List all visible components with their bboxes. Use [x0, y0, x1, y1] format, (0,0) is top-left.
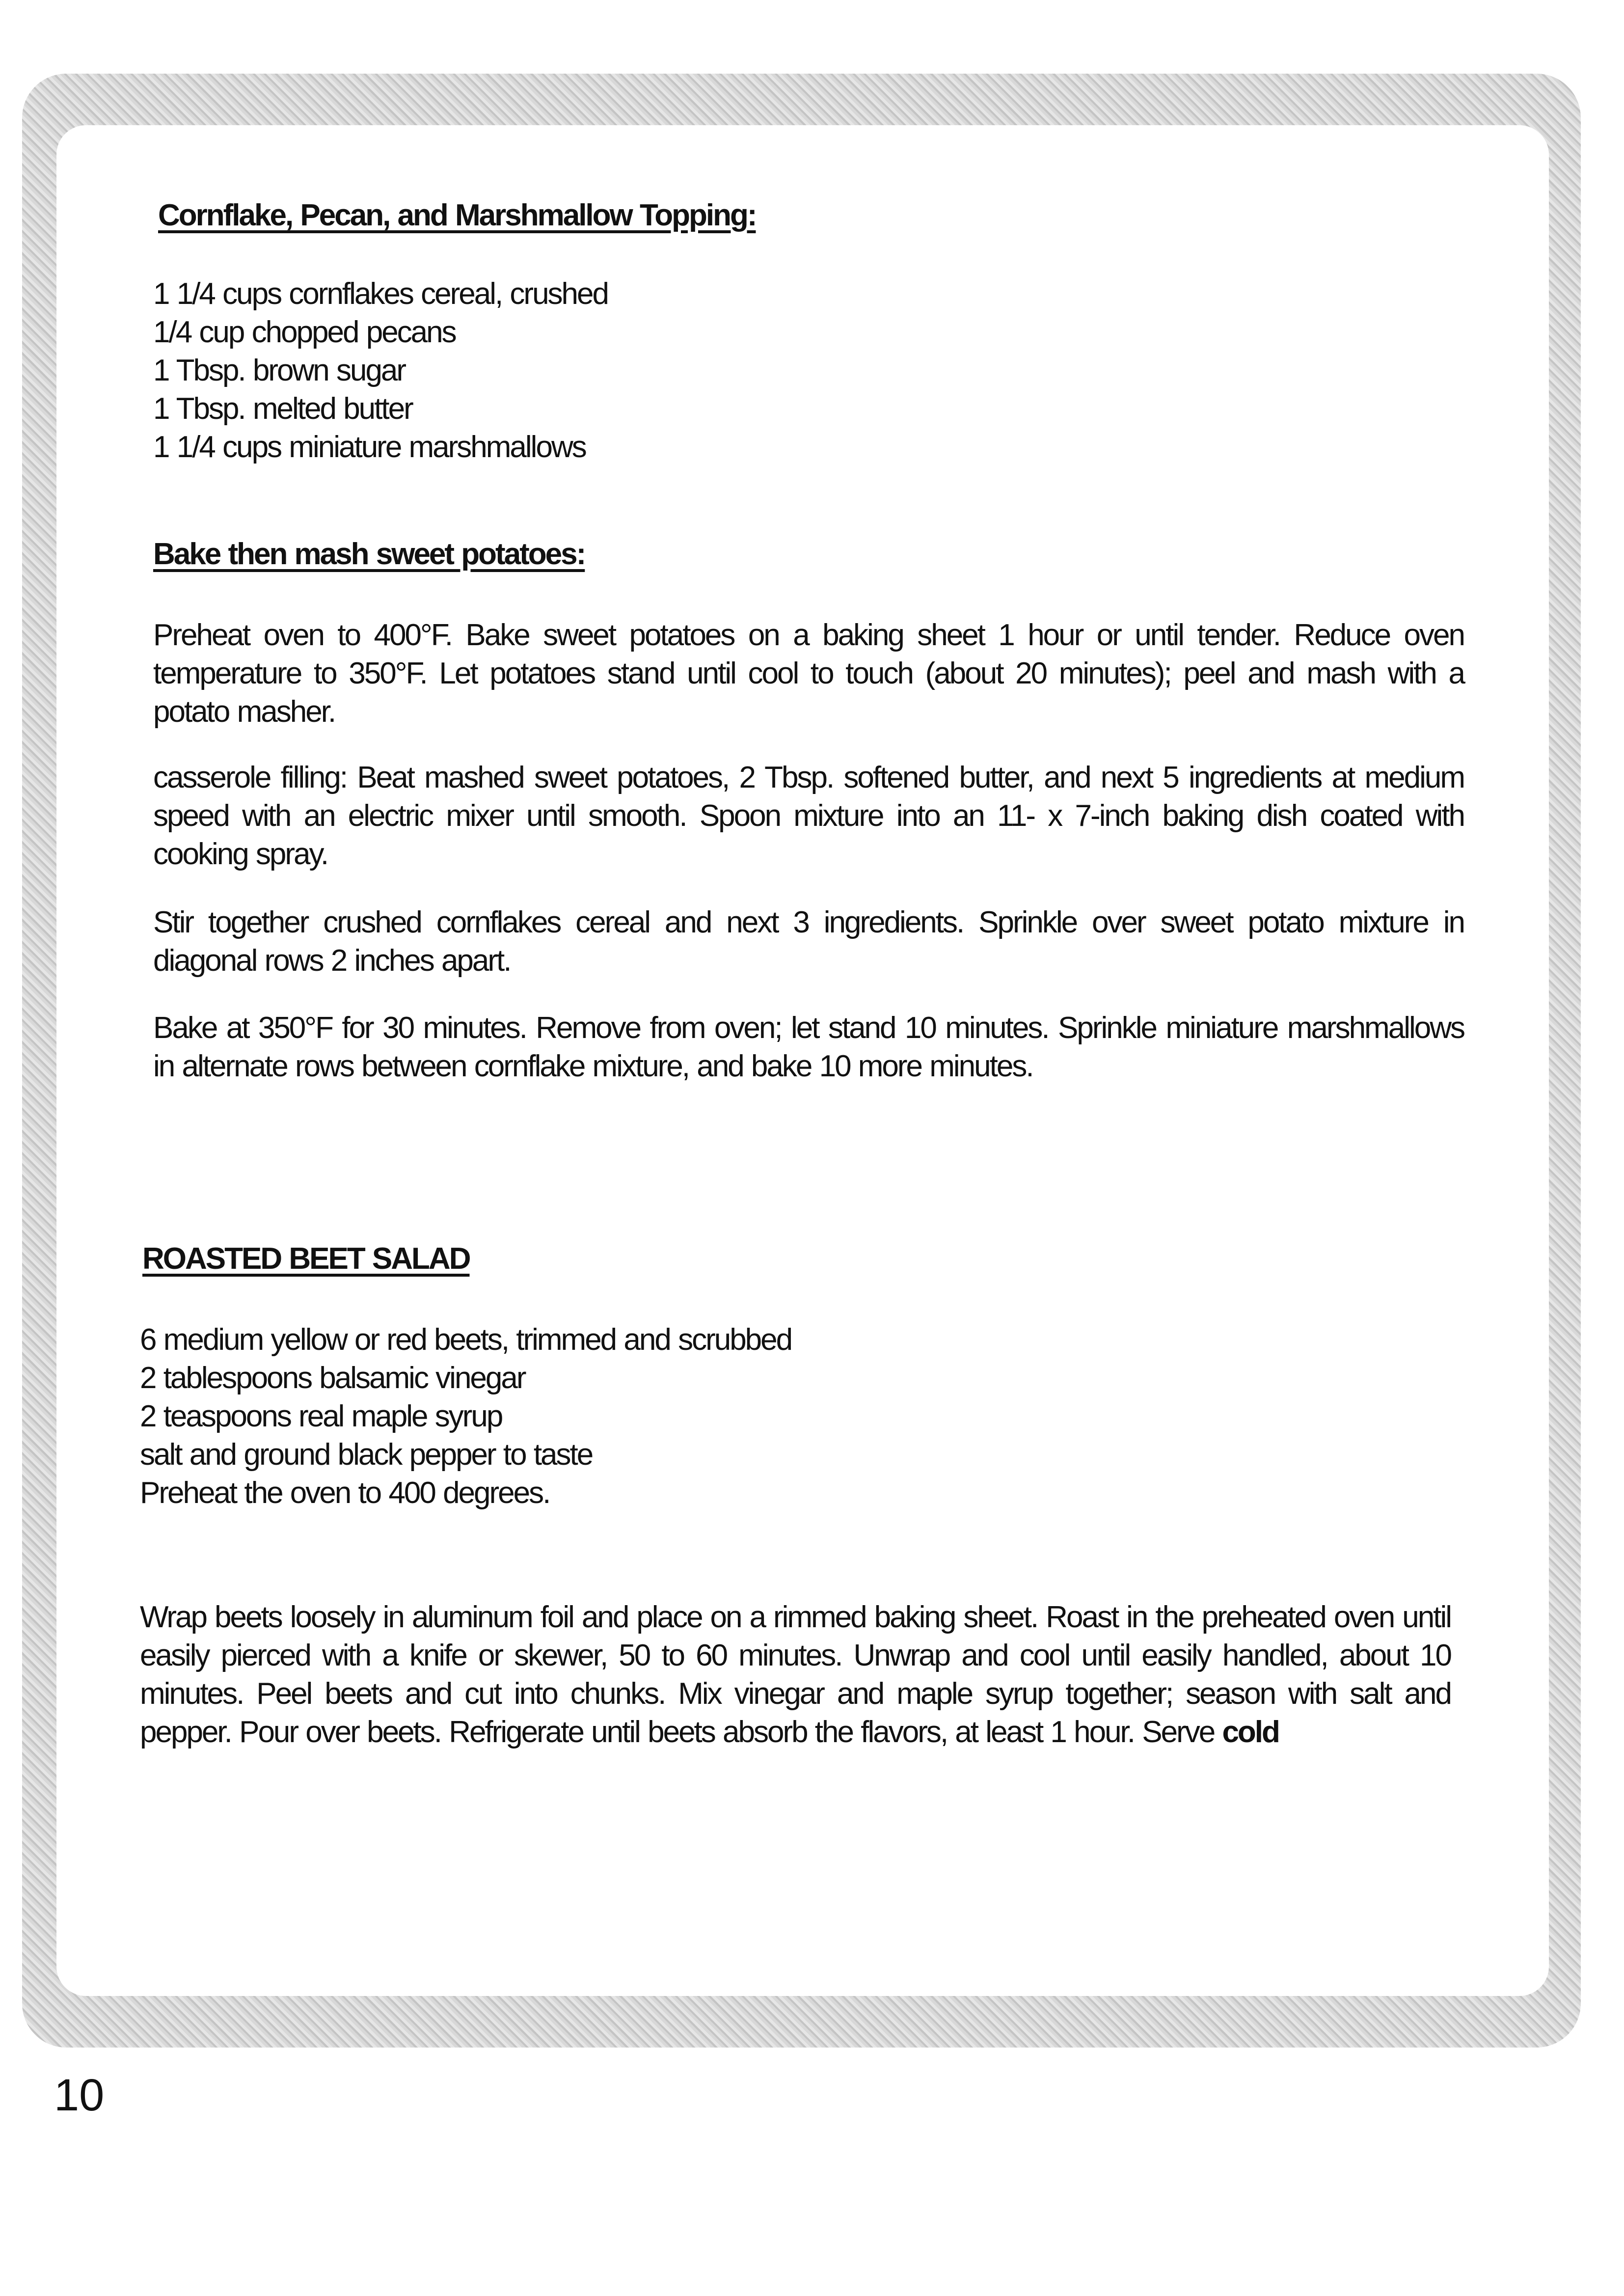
beet-instructions-bold: cold: [1222, 1715, 1279, 1749]
ingredient: 1 1/4 cups miniature marshmallows: [153, 430, 586, 464]
ingredient: Preheat the oven to 400 degrees.: [140, 1476, 550, 1510]
bake-paragraph: Preheat oven to 400°F. Bake sweet potatoes on a baking sheet 1 hour or until tender. Reduce oven temperature to 350°F. Let potatoes stand until cool to touch (about 20 minutes); peel and mash with a potato masher.: [153, 618, 1464, 729]
bake-paragraph: Stir together crushed cornflakes cereal and next 3 ingredients. Sprinkle over sweet potato mixture in diagonal rows 2 inches apart.: [153, 905, 1464, 978]
ingredient: 1 Tbsp. melted butter: [153, 392, 412, 426]
ingredient: salt and ground black pepper to taste: [140, 1438, 593, 1472]
topping-ingredients: [153, 275, 1464, 466]
topping-heading: Cornflake, Pecan, and Marshmallow Topping:: [158, 198, 756, 232]
page-number: 10: [54, 2070, 105, 2120]
beet-ingredients: [140, 1321, 1451, 1512]
ingredient: 1 1/4 cups cornflakes cereal, crushed: [153, 277, 608, 311]
bake-paragraph: Bake at 350°F for 30 minutes. Remove from oven; let stand 10 minutes. Sprinkle miniature marshmallows in alternate rows between cornflake mixture, and bake 10 more minutes.: [153, 1011, 1464, 1083]
ingredient: 2 tablespoons balsamic vinegar: [140, 1361, 525, 1395]
beet-heading: ROASTED BEET SALAD: [142, 1242, 470, 1276]
beet-instructions-text: Wrap beets loosely in aluminum foil and place on a rimmed baking sheet. Roast in the preheated oven until easily pierced with a knife or skewer, 50 to 60 minutes. Unwrap and cool until easily handled, about 10 minutes. Peel beets and cut into chunks. Mix vinegar and maple syrup together; season with salt and pepper. Pour over beets. Refrigerate until beets absorb the flavors, at least 1 hour. Serve: [140, 1600, 1451, 1749]
ingredient: 1/4 cup chopped pecans: [153, 315, 456, 349]
ingredient: 1 Tbsp. brown sugar: [153, 354, 406, 387]
ingredient: 2 teaspoons real maple syrup: [140, 1399, 502, 1433]
bake-paragraph: casserole filling: Beat mashed sweet potatoes, 2 Tbsp. softened butter, and next 5 ingredients at medium speed with an electric mixer until smooth. Spoon mixture into an 11- x 7-inch baking dish coated with cooking spray.: [153, 761, 1464, 871]
ingredient: 6 medium yellow or red beets, trimmed and scrubbed: [140, 1323, 792, 1357]
beet-instructions: [140, 1598, 1451, 1751]
bake-heading: Bake then mash sweet potatoes:: [153, 537, 585, 571]
